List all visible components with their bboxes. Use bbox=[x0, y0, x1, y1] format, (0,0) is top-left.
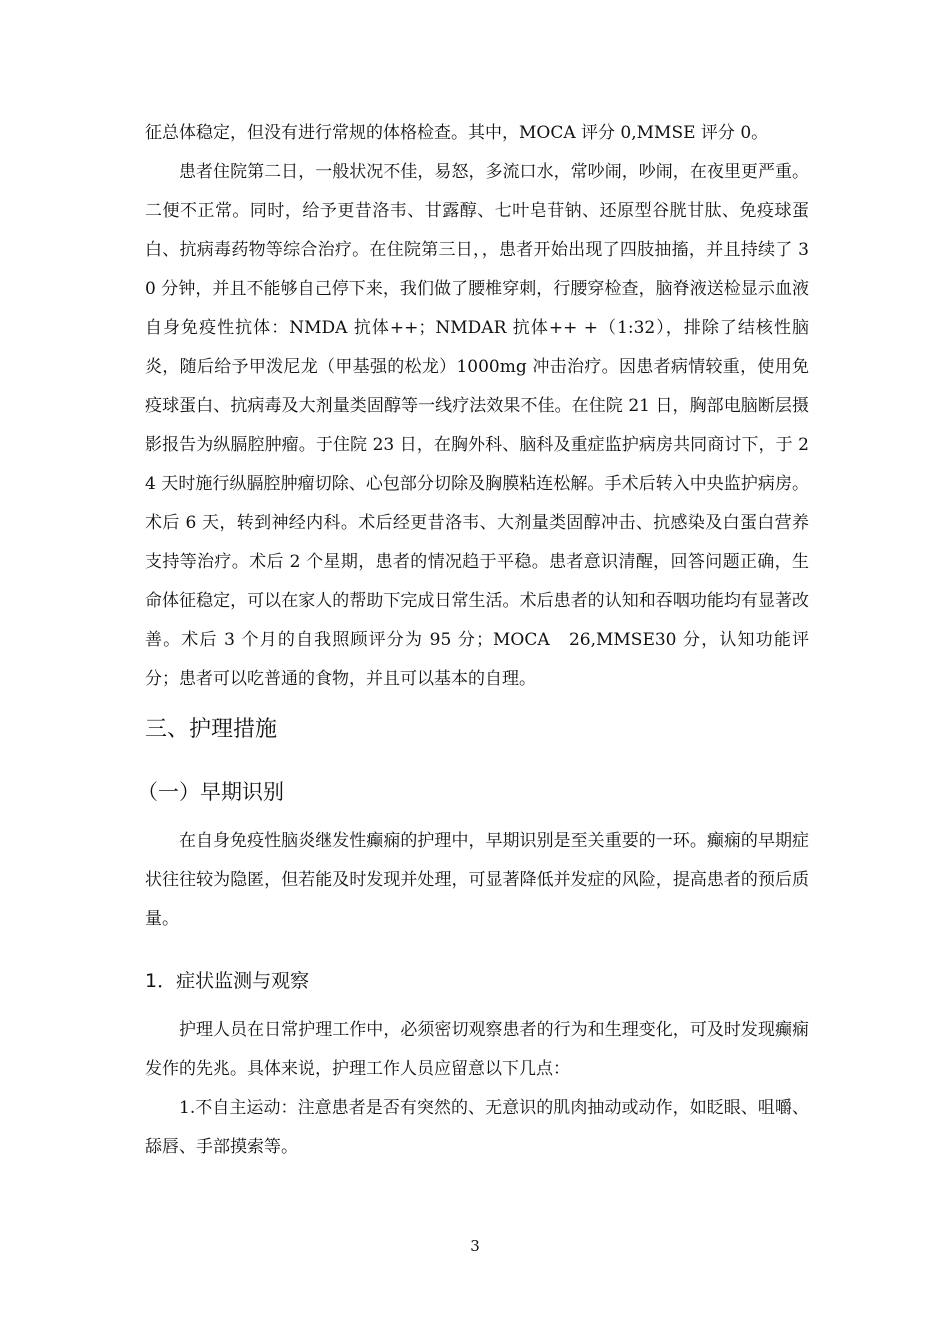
paragraph-vital-signs-scores: 征总体稳定，但没有进行常规的体格检查。其中，MOCA 评分 0,MMSE 评分 0。 bbox=[145, 123, 769, 143]
paragraph-symptom-monitoring: 护理人员在日常护理工作中，必须密切观察患者的行为和生理变化，可及时发现癫痫发作的先兆。具体来说，护理工作人员应留意以下几点： bbox=[145, 1020, 809, 1079]
paragraph-involuntary-movement: 1.不自主运动：注意患者是否有突然的、无意识的肌肉抽动或动作，如眨眼、咀嚼、舔唇、手部摸索等。 bbox=[145, 1098, 809, 1157]
section-heading-nursing-measures: 三、护理措施 bbox=[145, 717, 278, 742]
page-number: 3 bbox=[470, 1237, 480, 1255]
item-heading-symptom-monitoring: 1．症状监测与观察 bbox=[145, 970, 310, 992]
subsection-heading-early-identification: （一）早期识别 bbox=[137, 780, 284, 804]
paragraph-hospital-course: 患者住院第二日，一般状况不佳，易怒，多流口水，常吵闹，吵闹，在夜里更严重。二便不正常。同时，给予更昔洛韦、甘露醇、七叶皂苷钠、还原型谷胱甘肽、免疫球蛋白、抗病毒药物等综合治疗。在住院第三日，，患者开始出现了四肢抽搐，并且持续了 30 分钟，并且不能够自己停下来，我们做了腰椎穿刺，行腰穿检查，脑脊液送检显示血液自身免疫性抗体：NMDA 抗体++；NMDAR 抗体++ +（1:32），排除了结核性脑炎，随后给予甲泼尼龙（甲基强的松龙）1000mg 冲击治疗。因患者病情较重，使用免疫球蛋白、抗病毒及大剂量类固醇等一线疗法效果不佳。在住院 21 日，胸部电脑断层摄影报告为纵膈腔肿瘤。于住院 23 日，在胸外科、脑科及重症监护病房共同商讨下，于 24 天时施行纵膈腔肿瘤切除、心包部分切除及胸膜粘连松解。手术后转入中央监护病房。术后 6 天，转到神经内科。术后经更昔洛韦、大剂量类固醇冲击、抗感染及白蛋白营养支持等治疗。术后 2 个星期，患者的情况趋于平稳。患者意识清醒，回答问题正确，生命体征稳定，可以在家人的帮助下完成日常生活。术后患者的认知和吞咽功能均有显著改善。术后 3 个月的自我照顾评分为 95 分；MOCA 26,MMSE30 分，认知功能评分；患者可以吃普通的食物，并且可以基本的自理。 bbox=[145, 162, 809, 689]
paragraph-early-identification: 在自身免疫性脑炎继发性癫痫的护理中，早期识别是至关重要的一环。癫痫的早期症状往往较为隐匿，但若能及时发现并处理，可显著降低并发症的风险，提高患者的预后质量。 bbox=[145, 831, 809, 929]
